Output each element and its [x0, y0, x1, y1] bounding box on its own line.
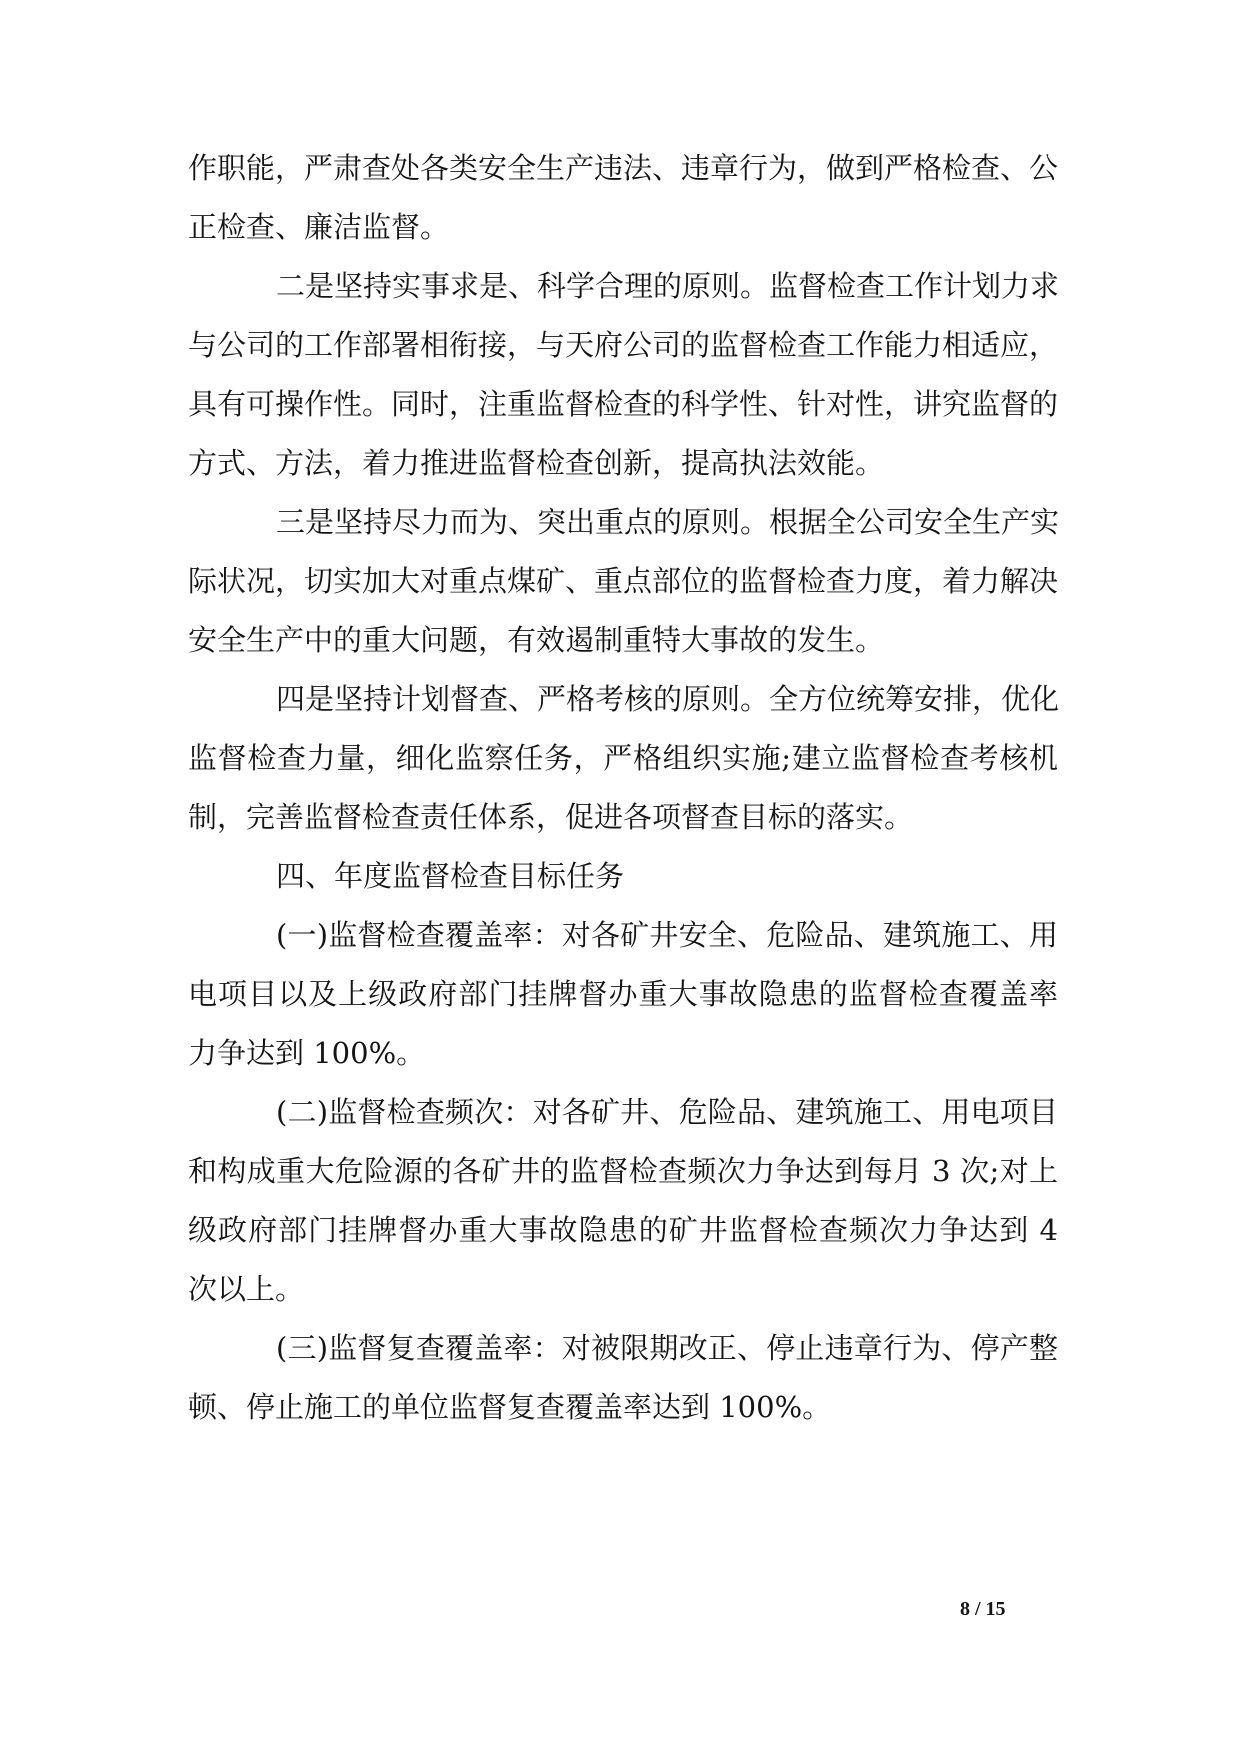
text-line: 和构成重大危险源的各矿井的监督检查频次力争达到每月 3 次;对上 — [188, 1154, 1058, 1188]
text-line: 二是坚持实事求是、科学合理的原则。监督检查工作计划力求 — [276, 269, 1060, 303]
text-line: 安全生产中的重大问题，有效遏制重特大事故的发生。 — [188, 623, 885, 657]
text-line: 力争达到 100%。 — [188, 1036, 426, 1070]
page-number: 8 / 15 — [960, 1598, 1006, 1620]
text-line: 监督检查力量，细化监察任务，严格组织实施;建立监督检查考核机 — [188, 741, 1058, 775]
text-line: 制，完善监督检查责任体系，促进各项督查目标的落实。 — [188, 800, 914, 834]
text-line: (一)监督检查覆盖率：对各矿井安全、危险品、建筑施工、用 — [276, 918, 1058, 952]
text-line: (二)监督检查频次：对各矿井、危险品、建筑施工、用电项目 — [276, 1095, 1058, 1129]
text-line: 际状况，切实加大对重点煤矿、重点部位的监督检查力度，着力解决 — [188, 564, 1059, 598]
text-line: 具有可操作性。同时，注重监督检查的科学性、针对性，讲究监督的 — [188, 387, 1059, 421]
text-line: 正检查、廉洁监督。 — [188, 210, 450, 244]
text-line: 方式、方法，着力推进监督检查创新，提高执法效能。 — [188, 446, 885, 480]
text-line: 电项目以及上级政府部门挂牌督办重大事故隐患的监督检查覆盖率 — [188, 977, 1058, 1011]
section-heading: 四、年度监督检查目标任务 — [276, 859, 625, 893]
text-line: 与公司的工作部署相衔接，与天府公司的监督检查工作能力相适应， — [188, 328, 1059, 362]
text-line: 作职能，严肃查处各类安全生产违法、违章行为，做到严格检查、公 — [188, 151, 1059, 185]
text-line: (三)监督复查覆盖率：对被限期改正、停止违章行为、停产整 — [276, 1331, 1058, 1365]
text-line: 次以上。 — [188, 1272, 305, 1306]
text-line: 四是坚持计划督查、严格考核的原则。全方位统筹安排，优化 — [276, 682, 1060, 716]
text-line: 三是坚持尽力而为、突出重点的原则。根据全公司安全生产实 — [276, 505, 1060, 539]
text-line: 级政府部门挂牌督办重大事故隐患的矿井监督检查频次力争达到 4 — [188, 1213, 1058, 1247]
text-line: 顿、停止施工的单位监督复查覆盖率达到 100%。 — [188, 1390, 832, 1424]
